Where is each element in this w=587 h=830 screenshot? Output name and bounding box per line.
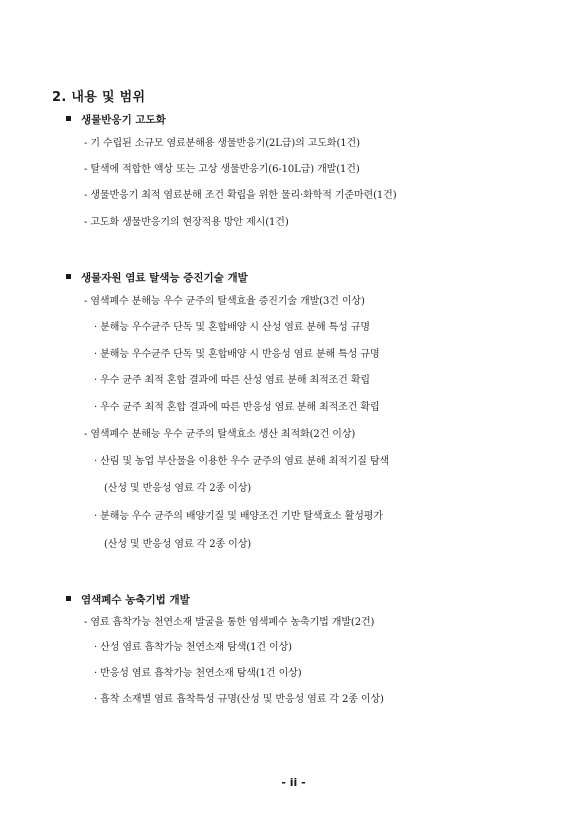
square-bullet-icon [66, 116, 71, 121]
list-item: - 염색폐수 분해능 우수 균주의 탈색효율 증진기술 개발(3건 이상) [84, 296, 365, 307]
list-item-continuation: (산성 및 반응성 염료 각 2종 이상) [104, 483, 252, 494]
list-item-continuation: (산성 및 반응성 염료 각 2종 이상) [104, 539, 252, 550]
list-item: · 분해능 우수균주 단독 및 혼합배양 시 산성 염료 분해 특성 규명 [94, 322, 370, 333]
list-item: · 반응성 염료 흡착가능 천연소재 탐색(1건 이상) [94, 668, 302, 679]
list-item: · 분해능 우수균주 단독 및 혼합배양 시 반응성 염료 분해 특성 규명 [94, 349, 380, 360]
list-item: - 생물반응기 최적 염료분해 조건 확립을 위한 물리·화학적 기준마련(1건) [84, 190, 397, 201]
list-item: - 고도화 생물반응기의 현장적용 방안 제시(1건) [84, 217, 289, 228]
section-title-concentration: 염색폐수 농축기법 개발 [66, 592, 190, 607]
page-number: - ii - [281, 776, 306, 789]
list-item: - 탈색에 적합한 액상 또는 고상 생물반응기(6-10L급) 개발(1건) [84, 164, 360, 175]
section-heading: 2. 내용 및 범위 [52, 90, 146, 105]
list-item: - 염색폐수 분해능 우수 균주의 탈색효소 생산 최적화(2건 이상) [84, 429, 356, 440]
section-title-bioreactor: 생물반응기 고도화 [66, 112, 166, 127]
list-item: - 염료 흡착가능 천연소재 발굴을 통한 염색폐수 농축기법 개발(2건) [84, 617, 375, 628]
list-item: · 산림 및 농업 부산물을 이용한 우수 균주의 염료 분해 최적기질 탐색 [94, 456, 390, 467]
square-bullet-icon [66, 274, 71, 279]
section-title-decolorization: 생물자원 염료 탈색능 증진기술 개발 [66, 270, 248, 285]
list-item: · 분해능 우수 균주의 배양기질 및 배양조건 기반 탈색효소 활성평가 [94, 511, 383, 522]
list-item: - 기 수립된 소규모 염료분해용 생물반응기(2L급)의 고도화(1건) [84, 138, 360, 149]
list-item: · 산성 염료 흡착가능 천연소재 탐색(1건 이상) [94, 642, 292, 653]
list-item: · 우수 균주 최적 혼합 결과에 따른 산성 염료 분해 최적조건 확립 [94, 375, 370, 386]
square-bullet-icon [66, 596, 71, 601]
list-item: · 흡착 소재별 염료 흡착특성 규명(산성 및 반응성 염료 각 2종 이상) [94, 694, 384, 705]
list-item: · 우수 균주 최적 혼합 결과에 따른 반응성 염료 분해 최적조건 확립 [94, 402, 380, 413]
